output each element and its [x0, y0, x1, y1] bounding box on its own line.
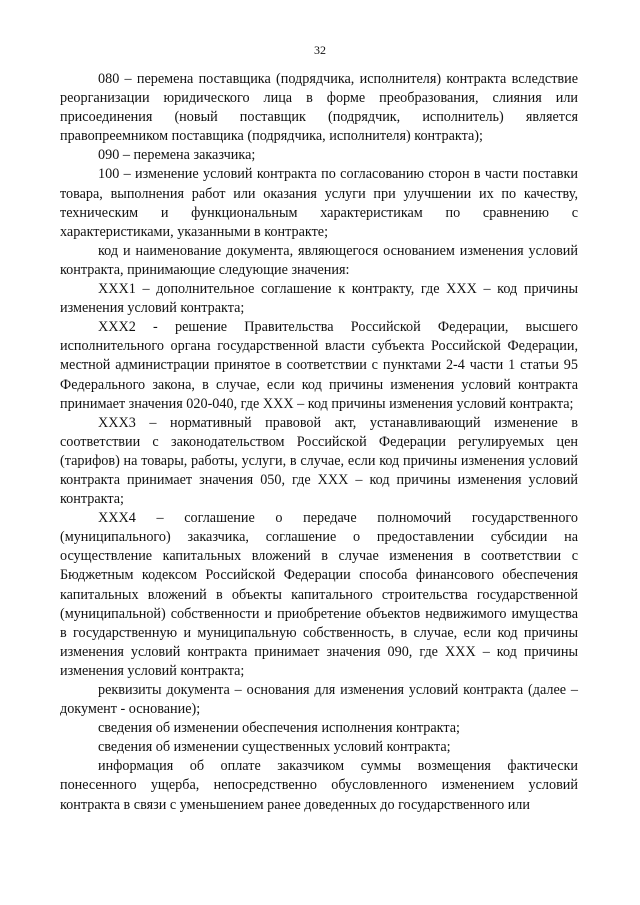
paragraph-document-basis-details: реквизиты документа – основания для изменения условий контракта (далее – документ - основание);: [60, 682, 578, 718]
paragraph-code-090: 090 – перемена заказчика;: [98, 147, 256, 164]
paragraph-code-100: 100 – изменение условий контракта по согласованию сторон в части поставки товара, выполнения работ или оказания услуги при улучшении их по качеству, техническим и функциональным характеристикам по сравнению с характеристиками, указанными в контракте;: [60, 166, 578, 240]
paragraph-xxx3: XXX3 – нормативный правовой акт, устанавливающий изменение в соответствии с законодательством Российской Федерации регулируемых цен (тарифов) на товары, работы, услуги, в случае, если код причины изменения условий контракта принимает значения 050, где XXX – код причины изменения условий контракта;: [60, 414, 578, 508]
paragraph-xxx4: XXX4 – соглашение о передаче полномочий государственного (муниципального) заказчика, соглашение о предоставлении субсидии на осуществление капитальных вложений в случае изменения в соответствии с Бюджетным кодексом Российской Федерации способа финансового обеспечения капитальных вложений в объекты капитального строительства государственной (муниципальной) собственности и приобретение объектов недвижимого имущества в государственную и муниципальную собственность, в случае, если код причины изменения условий контракта принимает значения 090, где XXX – код причины изменения условий контракта;: [60, 510, 578, 679]
paragraph-damage-payment-info: информация об оплате заказчиком суммы возмещения фактически понесенного ущерба, непосредственно обусловленного изменением условий контракта в связи с уменьшением ранее доведенных до государственного или: [60, 758, 578, 813]
document-body: [60, 70, 578, 815]
paragraph-document-code-intro: код и наименование документа, являющегося основанием изменения условий контракта, принимающие следующие значения:: [60, 242, 578, 278]
paragraph-security-change-info: сведения об изменении обеспечения исполнения контракта;: [98, 720, 460, 737]
paragraph-code-080: 080 – перемена поставщика (подрядчика, исполнителя) контракта вследствие реорганизации юридического лица в форме преобразования, слияния или присоединения (новый поставщик (подрядчик, исполнитель) является правопреемником поставщика (подрядчика, исполнителя) контракта);: [60, 71, 578, 145]
paragraph-xxx2: XXX2 - решение Правительства Российской Федерации, высшего исполнительного органа государственной власти субъекта Российской Федерации, местной администрации принятое в соответствии с пунктами 2-4 части 1 статьи 95 Федерального закона, в случае, если код причины изменения условий контракта принимает значения 020-040, где XXX – код причины изменения условий контракта;: [60, 319, 578, 412]
page-number: 32: [314, 43, 326, 57]
paragraph-xxx1: XXX1 – дополнительное соглашение к контракту, где XXX – код причины изменения условий контракта;: [60, 281, 578, 317]
paragraph-essential-terms-change-info: сведения об изменении существенных условий контракта;: [98, 739, 451, 756]
